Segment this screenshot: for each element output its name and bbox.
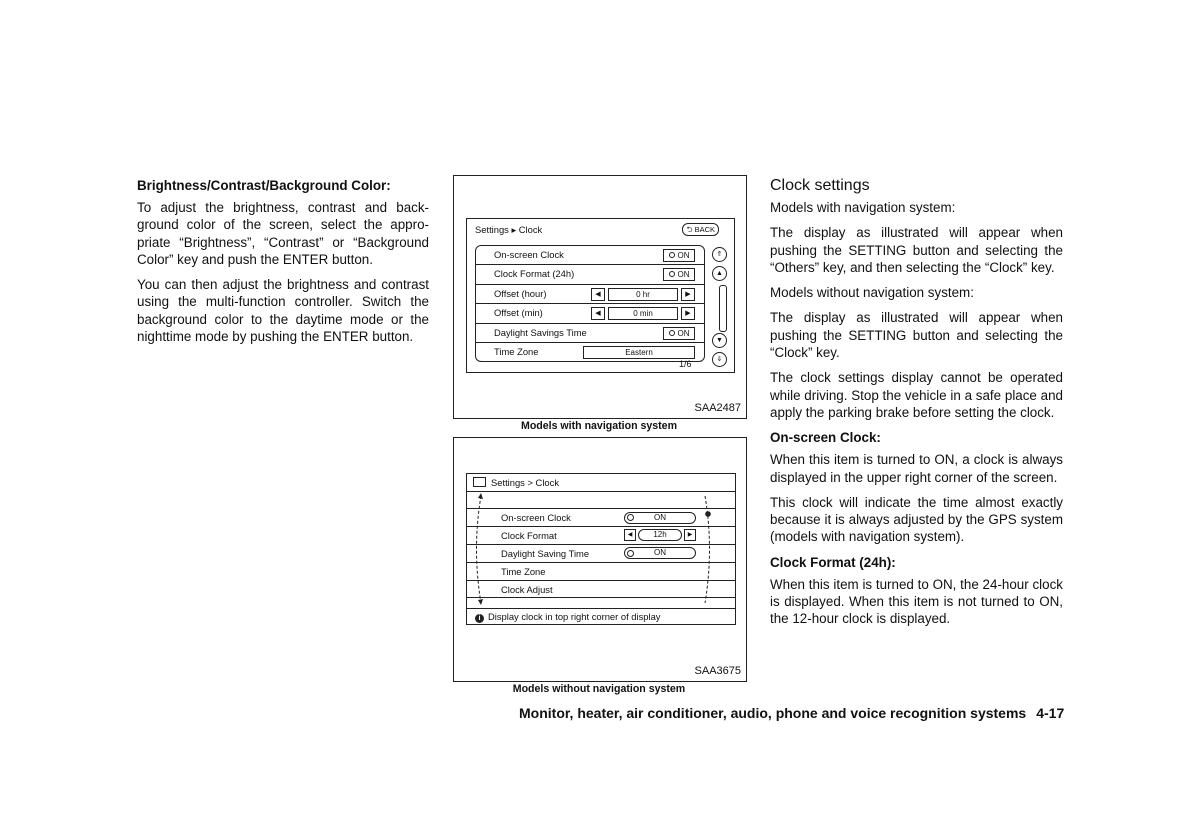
- info-text: Display clock in top right corner of display: [488, 611, 661, 622]
- onscreen-clock-text: When this item is turned to ON, a clock is always displayed in the upper right corner of the screen.: [770, 452, 1063, 485]
- row-label: Clock Format: [501, 529, 557, 541]
- left-column: [137, 177, 429, 353]
- on-toggle[interactable]: [624, 512, 696, 524]
- nav-models-text: The display as illustrated will appear when pushing the SETTING button and selecting the “Others” key, and then selecting the “Clock” key.: [770, 225, 1063, 275]
- brightness-heading: Brightness/Contrast/Background Color:: [137, 178, 391, 193]
- indicator-icon: [627, 514, 634, 521]
- toggle-value: ON: [654, 512, 666, 522]
- no-nav-clock-screen: [466, 473, 736, 625]
- left-arrow-icon[interactable]: ◀: [591, 307, 605, 320]
- list-item[interactable]: [476, 343, 704, 361]
- row-label: Daylight Savings Time: [494, 326, 587, 338]
- no-nav-screen-title: Settings > Clock: [491, 477, 560, 488]
- row-label: Time Zone: [501, 565, 546, 577]
- toggle-value: ON: [654, 548, 666, 558]
- toggle-value: ON: [677, 328, 690, 338]
- indicator-icon: [627, 550, 634, 557]
- gps-clock-text: This clock will indicate the time almost exactly because it is always adjusted by the GPS system (models with navigation system).: [770, 494, 1063, 545]
- left-arrow-icon[interactable]: ◀: [624, 529, 636, 541]
- on-toggle[interactable]: [624, 547, 696, 559]
- offset-min-stepper[interactable]: [591, 307, 695, 319]
- on-toggle[interactable]: [663, 249, 695, 262]
- no-nav-screen-header: [467, 474, 735, 492]
- settings-icon: [473, 477, 486, 487]
- section-title: Monitor, heater, air conditioner, audio, phone and voice recognition systems: [519, 705, 1027, 721]
- clock-format-text: When this item is turned to ON, the 24-hour clock is displayed. When this item is not turned to ON, the 12-hour clock is displayed.: [770, 576, 1063, 627]
- list-item[interactable]: [467, 581, 735, 599]
- clock-format-stepper[interactable]: [624, 529, 696, 541]
- time-zone-value[interactable]: Eastern: [583, 346, 695, 359]
- list-item[interactable]: [467, 545, 735, 563]
- clock-format-heading: Clock Format (24h):: [770, 554, 896, 570]
- page-down-icon[interactable]: ⇓: [712, 352, 727, 367]
- list-item[interactable]: [467, 527, 735, 545]
- toggle-value: ON: [677, 251, 690, 260]
- figure-nav-clock-screen: [453, 175, 747, 419]
- list-item[interactable]: [476, 285, 704, 304]
- row-label: On-screen Clock: [494, 249, 564, 260]
- row-label: Clock Adjust: [501, 583, 553, 595]
- page-footer: [519, 705, 1064, 721]
- list-item[interactable]: [467, 508, 735, 527]
- no-nav-settings-list: [467, 508, 735, 598]
- figure-no-nav-caption: Models without navigation system: [512, 683, 686, 695]
- row-label: Offset (min): [494, 307, 543, 319]
- figure-no-nav-clock-screen: [453, 437, 747, 682]
- stepper-value: 0 min: [608, 307, 678, 320]
- info-icon: i: [475, 614, 484, 623]
- brightness-paragraph-2: You can then adjust the brightness and contrast using the multi-function controller. Switch the background color to the daytime mode or the nighttime mode by pushing the ENTER button.: [137, 277, 429, 345]
- page-up-icon[interactable]: ⇑: [712, 247, 727, 262]
- back-label: BACK: [694, 225, 715, 234]
- page-indicator: 1/6: [679, 359, 692, 369]
- row-label: Offset (hour): [494, 287, 547, 299]
- back-button[interactable]: ⮌ BACK: [682, 223, 719, 236]
- clock-settings-title: Clock settings: [770, 177, 870, 194]
- list-item[interactable]: [476, 246, 704, 265]
- toggle-value: ON: [677, 270, 690, 280]
- nav-models-label: Models with navigation system:: [770, 200, 956, 215]
- list-item[interactable]: [476, 324, 704, 343]
- row-label: Daylight Saving Time: [501, 547, 590, 559]
- onscreen-clock-heading: On-screen Clock:: [770, 430, 881, 446]
- row-label: Time Zone: [494, 345, 539, 357]
- right-arrow-icon[interactable]: ▶: [681, 307, 695, 320]
- offset-hour-stepper[interactable]: [591, 288, 695, 300]
- on-toggle[interactable]: [663, 327, 695, 340]
- left-arrow-icon[interactable]: ◀: [591, 288, 605, 301]
- scroll-up-icon[interactable]: ▲: [712, 266, 727, 281]
- no-nav-models-text: The display as illustrated will appear when pushing the SETTING button and selecting the “Clock” key.: [770, 310, 1063, 361]
- figure-nav-caption: Models with navigation system: [521, 420, 677, 432]
- list-item[interactable]: [467, 563, 735, 581]
- row-label: Clock Format (24h): [494, 268, 575, 280]
- nav-settings-list: [475, 245, 705, 362]
- right-arrow-icon[interactable]: ▶: [684, 529, 696, 541]
- nav-clock-screen: [466, 218, 735, 373]
- page-number: 4-17: [1036, 705, 1065, 721]
- driving-warning-text: The clock settings display cannot be operated while driving. Stop the vehicle in a safe place and apply the parking brake before setting the clock.: [770, 370, 1063, 420]
- info-bar: [467, 608, 735, 624]
- list-item[interactable]: [476, 304, 704, 323]
- figure-code: SAA3675: [694, 665, 741, 677]
- list-item[interactable]: [476, 265, 704, 284]
- row-label: On-screen Clock: [501, 512, 571, 523]
- right-column: [770, 176, 1063, 636]
- nav-screen-title: Settings ▸ Clock: [475, 224, 543, 235]
- on-toggle[interactable]: [663, 268, 695, 281]
- scrollbar[interactable]: [719, 285, 727, 332]
- no-nav-models-label: Models without navigation system:: [770, 285, 974, 301]
- indicator-icon: [669, 252, 675, 258]
- figure-code: SAA2487: [694, 402, 741, 414]
- scroll-down-icon[interactable]: ▼: [712, 333, 727, 348]
- indicator-icon: [669, 271, 675, 277]
- brightness-paragraph-1: To adjust the brightness, contrast and back-ground color of the screen, select the appro-priate “Brightness”, “Contrast” or “Background Color” key and push the ENTER button.: [137, 200, 429, 267]
- stepper-value: 0 hr: [608, 288, 678, 301]
- indicator-icon: [669, 330, 675, 336]
- right-arrow-icon[interactable]: ▶: [681, 288, 695, 301]
- stepper-value: 12h: [638, 529, 682, 541]
